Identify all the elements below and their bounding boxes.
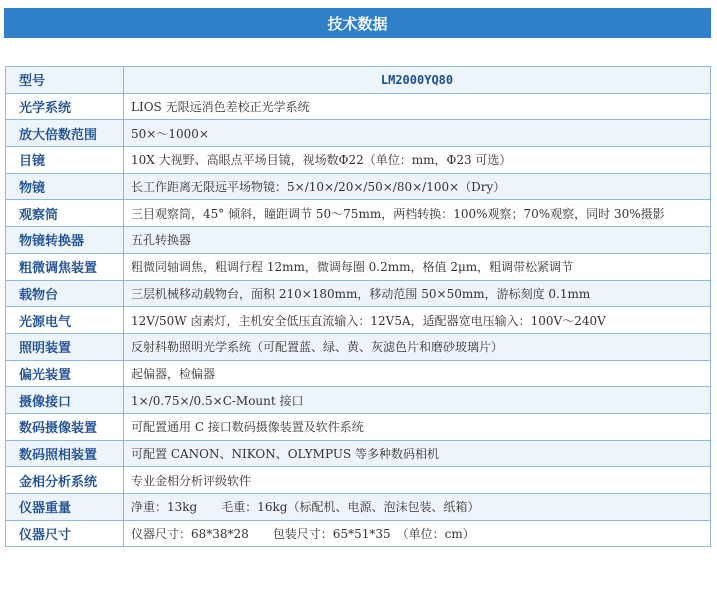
row-value: 12V/50W 卤素灯，主机安全低压直流输入：12V5A，适配器宽电压输入：100V～240V <box>124 307 711 334</box>
table-row <box>6 467 711 494</box>
row-label: 偏光装置 <box>6 360 124 387</box>
row-label: 数码照相装置 <box>6 440 124 467</box>
row-value: 三层机械移动载物台，面积 210×180mm，移动范围 50×50mm，游标刻度 0.1mm <box>124 280 711 307</box>
table-row <box>6 227 711 254</box>
table-row <box>6 307 711 334</box>
row-label: 摄像接口 <box>6 387 124 414</box>
row-value: 起偏器，检偏器 <box>124 360 711 387</box>
section-title: 技术数据 <box>327 14 388 33</box>
row-value: 10X 大视野、高眼点平场目镜，视场数Φ22（单位：mm，Φ23 可选） <box>124 147 711 174</box>
table-row-model <box>6 67 711 94</box>
table-row <box>6 120 711 147</box>
row-label: 放大倍数范围 <box>6 120 124 147</box>
row-value: 可配置 CANON、NIKON、OLYMPUS 等多种数码相机 <box>124 440 711 467</box>
row-value: 净重：13kg 毛重：16kg（标配机、电源、泡沫包装、纸箱） <box>124 494 711 521</box>
row-label: 观察筒 <box>6 200 124 227</box>
table-row <box>6 147 711 174</box>
row-value: 50×～1000× <box>124 120 711 147</box>
row-value: LIOS 无限远消色差校正光学系统 <box>124 93 711 120</box>
table-row <box>6 360 711 387</box>
table-row <box>6 200 711 227</box>
row-value: 三目观察筒，45° 倾斜，瞳距调节 50～75mm，两档转换：100%观察；70%观察，同时 30%摄影 <box>124 200 711 227</box>
row-value: 长工作距离无限远平场物镜：5×/10×/20×/50×/80×/100×（Dry） <box>124 173 711 200</box>
table-row <box>6 280 711 307</box>
row-value: 专业金相分析评级软件 <box>124 467 711 494</box>
row-label: 型号 <box>6 67 124 94</box>
table-row <box>6 333 711 360</box>
row-label: 数码摄像装置 <box>6 413 124 440</box>
row-label: 仪器尺寸 <box>6 520 124 547</box>
row-label: 物镜 <box>6 173 124 200</box>
spec-table <box>5 66 711 547</box>
row-value: 仪器尺寸：68*38*28 包装尺寸：65*51*35 （单位：cm） <box>124 520 711 547</box>
row-value: 粗微同轴调焦，粗调行程 12mm，微调每圈 0.2mm，格值 2μm，粗调带松紧调节 <box>124 253 711 280</box>
table-row <box>6 387 711 414</box>
table-row <box>6 173 711 200</box>
row-value: 反射科勒照明光学系统（可配置蓝、绿、黄、灰滤色片和磨砂玻璃片） <box>124 333 711 360</box>
row-value: 可配置通用 C 接口数码摄像装置及软件系统 <box>124 413 711 440</box>
table-row <box>6 520 711 547</box>
table-row <box>6 440 711 467</box>
row-value: 1×/0.75×/0.5×C-Mount 接口 <box>124 387 711 414</box>
row-label: 仪器重量 <box>6 494 124 521</box>
row-label: 照明装置 <box>6 333 124 360</box>
row-value: 五孔转换器 <box>124 227 711 254</box>
table-row <box>6 93 711 120</box>
row-label: 载物台 <box>6 280 124 307</box>
table-row <box>6 253 711 280</box>
row-label: 光学系统 <box>6 93 124 120</box>
row-label: 光源电气 <box>6 307 124 334</box>
row-label: 粗微调焦装置 <box>6 253 124 280</box>
row-label: 物镜转换器 <box>6 227 124 254</box>
table-row <box>6 413 711 440</box>
row-label: 金相分析系统 <box>6 467 124 494</box>
row-value: LM2000YQ80 <box>124 67 711 94</box>
row-label: 目镜 <box>6 147 124 174</box>
table-row <box>6 494 711 521</box>
section-header <box>4 8 711 38</box>
